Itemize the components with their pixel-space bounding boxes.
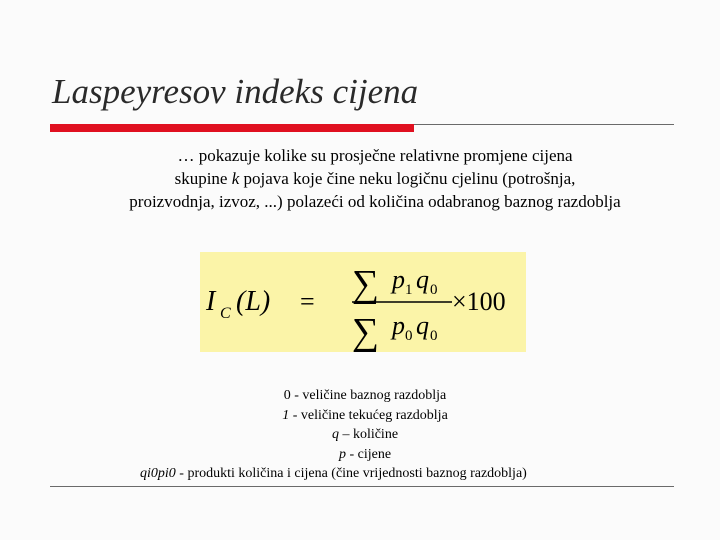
title-accent-bar bbox=[50, 124, 414, 132]
legend-symbol-p: p bbox=[338, 446, 346, 462]
formula-arg-L: (L) bbox=[236, 286, 271, 317]
definition-line-2-start: skupine bbox=[174, 169, 232, 188]
variable-k: k bbox=[231, 169, 240, 188]
laspeyres-formula bbox=[200, 252, 526, 352]
formula-box bbox=[200, 252, 526, 352]
legend-row-price bbox=[140, 445, 590, 465]
legend-row-base: 0 - veličine baznog razdoblja bbox=[283, 388, 447, 403]
legend-text-qp: - produkti količina i cijena (čine vrijednosti baznog razdoblja) bbox=[175, 466, 527, 481]
bottom-divider-line bbox=[50, 486, 674, 487]
title-divider-line bbox=[414, 124, 674, 125]
definition-line-1: … pokazuje kolike su prosječne relativne promjene cijena bbox=[177, 146, 573, 165]
legend-text-1: - veličine tekućeg razdoblja bbox=[289, 407, 448, 423]
legend-symbol-1: 1 bbox=[282, 407, 290, 423]
denominator-p-sub: 0 bbox=[405, 328, 413, 344]
legend-symbol-qp: qi0pi0 bbox=[140, 466, 176, 481]
legend-text-q: – količine bbox=[338, 427, 399, 442]
slide-title: Laspeyresov indeks cijena bbox=[52, 72, 419, 111]
denominator-q-sub: 0 bbox=[430, 328, 438, 344]
definition-text bbox=[60, 144, 690, 213]
numerator-q: q bbox=[416, 265, 429, 294]
formula-equals: = bbox=[300, 287, 315, 316]
legend-row-current bbox=[140, 406, 590, 426]
denominator-p: p bbox=[392, 311, 405, 340]
numerator-p: p bbox=[392, 265, 405, 294]
legend-symbol-q: q bbox=[331, 427, 339, 442]
definition-line-2-end: pojava koje čine neku logičnu cjelinu (potrošnja, bbox=[239, 169, 576, 188]
numerator-p-sub: 1 bbox=[405, 282, 413, 298]
denominator-q: q bbox=[416, 311, 429, 340]
symbol-legend bbox=[140, 386, 590, 484]
definition-line-3: proizvodnja, izvoz, ...) polazeći od količina odabranog baznog razdoblja bbox=[129, 192, 621, 211]
numerator-sum-icon: ∑ bbox=[352, 263, 380, 305]
legend-text-p: - cijene bbox=[345, 446, 392, 462]
denominator-sum-icon: ∑ bbox=[352, 311, 380, 352]
formula-sub-C: C bbox=[220, 305, 231, 322]
formula-times-100: ×100 bbox=[452, 287, 506, 316]
definition-line-2 bbox=[60, 167, 690, 190]
legend-row-products bbox=[140, 464, 590, 484]
numerator-q-sub: 0 bbox=[430, 282, 438, 298]
legend-row-quantity bbox=[140, 425, 590, 445]
formula-I: I bbox=[206, 286, 216, 317]
